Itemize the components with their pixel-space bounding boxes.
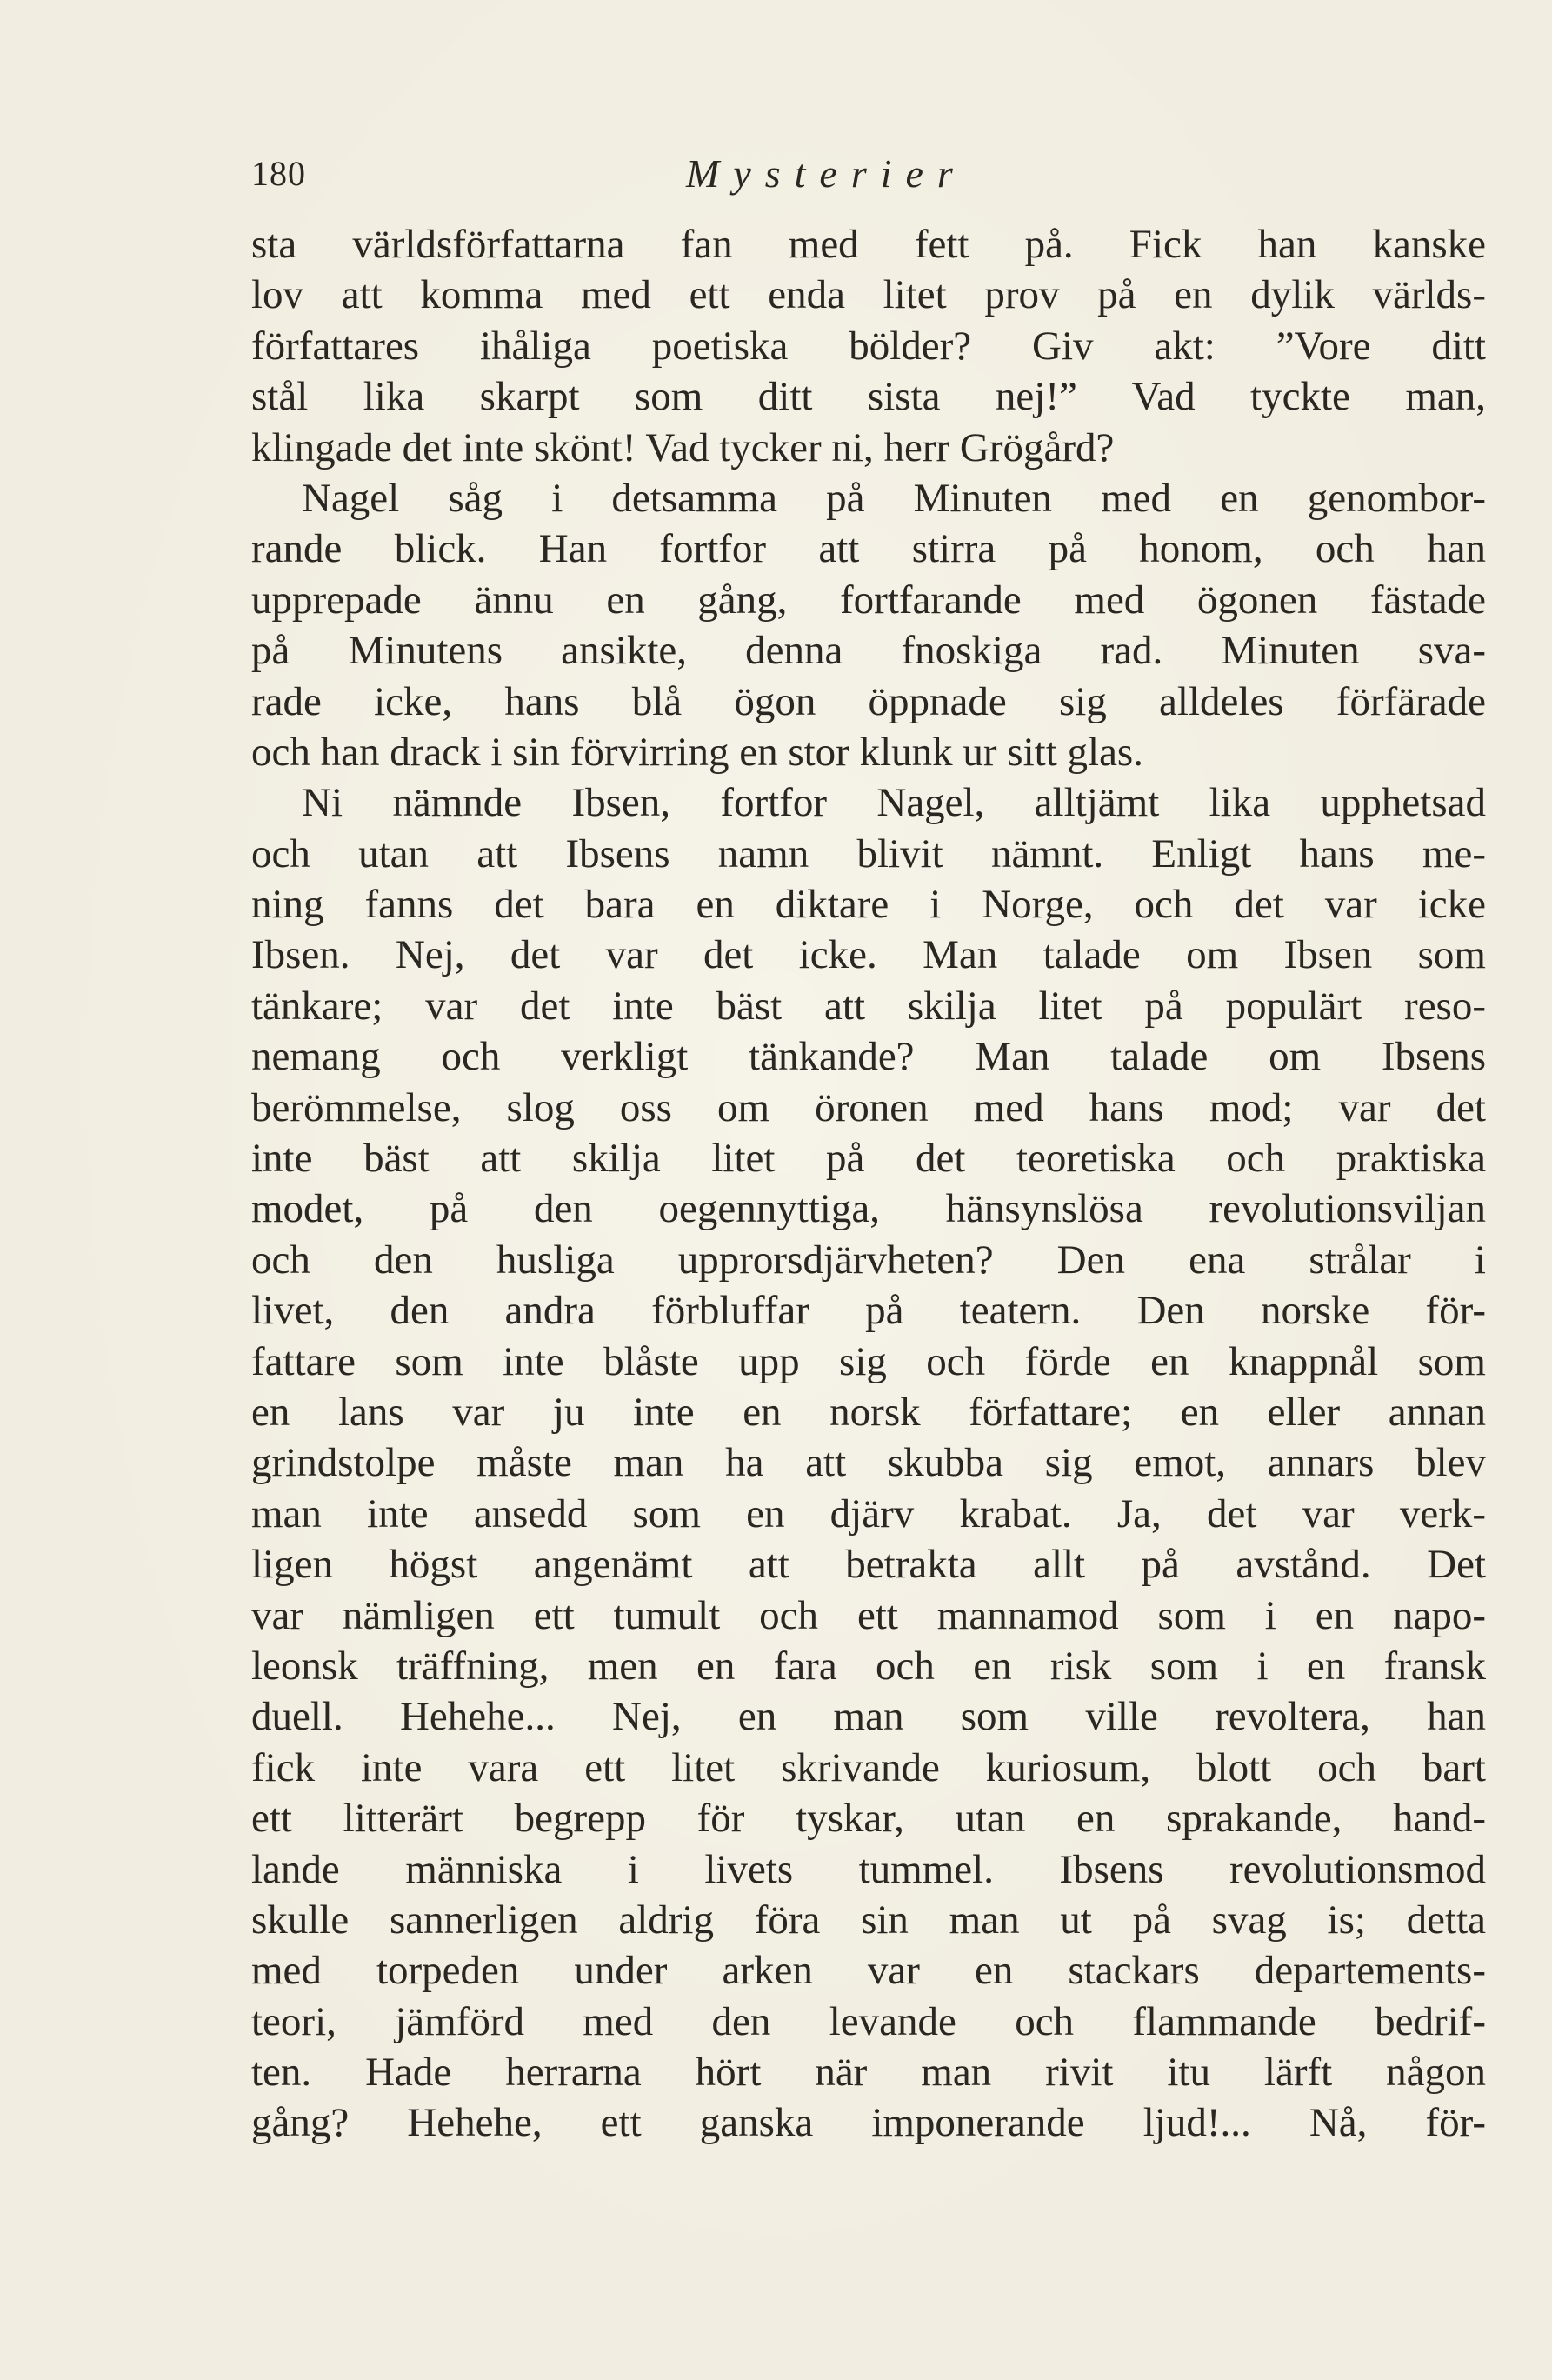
text-line: med torpeden under arken var en stackars departements-: [251, 1948, 1486, 1994]
text-line: rade icke, hans blå ögon öppnade sig alldeles förfärade: [251, 678, 1486, 724]
text-line: Nagel såg i detsamma på Minuten med en genombor-: [302, 475, 1486, 521]
text-line: upprepade ännu en gång, fortfarande med ögonen fästade: [251, 577, 1486, 623]
text-line: modet, på den oegennyttiga, hänsynslösa revolutionsviljan: [251, 1186, 1486, 1232]
text-line: författares ihåliga poetiska bölder? Giv akt: ”Vore ditt: [251, 323, 1486, 369]
text-line: och han drack i sin förvirring en stor klunk ur sitt glas.: [251, 729, 1143, 775]
text-line: var nämligen ett tumult och ett mannamod som i en napo-: [251, 1592, 1486, 1638]
running-head: [251, 148, 1486, 200]
text-line: fick inte vara ett litet skrivande kuriosum, blott och bart: [251, 1744, 1486, 1790]
text-line: berömmelse, slog oss om öronen med hans mod; var det: [251, 1084, 1486, 1130]
text-line: och den husliga upprorsdjärvheten? Den ena strålar i: [251, 1237, 1486, 1283]
text-line: teori, jämförd med den levande och flammande bedrif-: [251, 1998, 1486, 2044]
text-line: ett litterärt begrepp för tyskar, utan en sprakande, hand-: [251, 1796, 1486, 1842]
text-line: Ibsen. Nej, det var det icke. Man talade om Ibsen som: [251, 932, 1486, 978]
text-line: leonsk träffning, men en fara och en risk som i en fransk: [251, 1643, 1486, 1689]
text-line: gång? Hehehe, ett ganska imponerande ljud!... Nå, för-: [251, 2100, 1486, 2146]
text-line: skulle sannerligen aldrig föra sin man ut på svag is; detta: [251, 1897, 1486, 1943]
text-line: nemang och verkligt tänkande? Man talade om Ibsens: [251, 1034, 1486, 1080]
text-line: ligen högst angenämt att betrakta allt på avstånd. Det: [251, 1542, 1486, 1588]
text-line: livet, den andra förbluffar på teatern. Den norske för-: [251, 1288, 1486, 1334]
page-number: 180: [251, 154, 306, 193]
text-line: lande människa i livets tummel. Ibsens revolutionsmod: [251, 1846, 1486, 1892]
text-line: sta världsförfattarna fan med fett på. Fick han kanske: [251, 222, 1486, 267]
text-line: man inte ansedd som en djärv krabat. Ja, det var verk-: [251, 1490, 1486, 1537]
text-line: inte bäst att skilja litet på det teoretiska och praktiska: [251, 1136, 1486, 1182]
text-line: duell. Hehehe... Nej, en man som ville revoltera, han: [251, 1694, 1486, 1740]
text-line: fattare som inte blåste upp sig och förde en knappnål som: [251, 1338, 1486, 1384]
text-line: ning fanns det bara en diktare i Norge, och det var icke: [251, 882, 1486, 928]
body-text: [251, 219, 1486, 2149]
text-line: ten. Hade herrarna hört när man rivit itu lärft någon: [251, 2050, 1486, 2096]
text-line: på Minutens ansikte, denna fnoskiga rad. Minuten sva-: [251, 628, 1486, 674]
text-line: klingade det inte skönt! Vad tycker ni, herr Grögård?: [251, 424, 1115, 470]
text-line: en lans var ju inte en norsk författare; en eller annan: [251, 1389, 1486, 1435]
text-line: Ni nämnde Ibsen, fortfor Nagel, alltjämt lika upphetsad: [302, 780, 1486, 826]
text-line: grindstolpe måste man ha att skubba sig emot, annars blev: [251, 1440, 1486, 1486]
text-line: lov att komma med ett enda litet prov på en dylik världs-: [251, 272, 1486, 318]
text-line: stål lika skarpt som ditt sista nej!” Vad tyckte man,: [251, 374, 1486, 420]
running-title: Mysterier: [686, 151, 967, 196]
text-line: tänkare; var det inte bäst att skilja litet på populärt reso-: [251, 983, 1486, 1029]
text-line: och utan att Ibsens namn blivit nämnt. Enligt hans me-: [251, 830, 1486, 877]
text-line: rande blick. Han fortfor att stirra på honom, och han: [251, 526, 1486, 572]
